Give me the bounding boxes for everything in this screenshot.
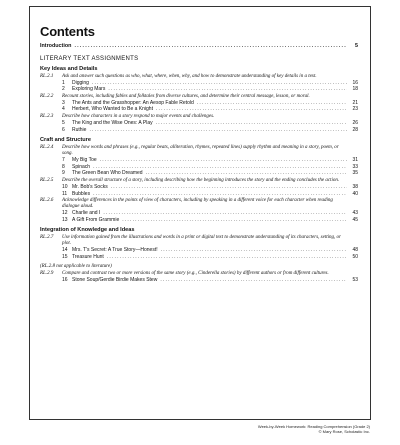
toc-entry[interactable] — [40, 191, 358, 198]
standard-code: RL.2.4 — [40, 145, 54, 151]
dot-leader — [156, 120, 347, 127]
entry-number: 12 — [62, 210, 68, 217]
entry-number: 2 — [62, 86, 65, 93]
toc-entry[interactable] — [40, 106, 358, 113]
entry-title: Ruthie — [72, 126, 87, 133]
standard-code: RL.2.5 — [40, 177, 54, 183]
standard-description: Describe how characters in a story respond to major events and challenges. — [62, 113, 215, 119]
entry-page: 21 — [352, 99, 358, 106]
entry-number: 8 — [62, 163, 65, 170]
entry-page: 31 — [352, 157, 358, 164]
toc-entry[interactable] — [40, 86, 358, 93]
standard — [40, 198, 358, 210]
standard-description: Recount stories, including fables and folktales from diverse cultures, and determine their central message, lesson, or moral. — [62, 93, 310, 99]
entry-number: 13 — [62, 216, 68, 223]
section-note: (RL.2.8 not applicable to literature) — [40, 263, 112, 269]
entry-title: Herbert, Who Wanted to Be a Knight — [72, 106, 153, 113]
entry-number: 11 — [62, 190, 68, 197]
section-heading: Craft and Structure — [40, 137, 91, 144]
entry-title: The Green Bean Who Dreamed — [72, 170, 143, 177]
entry-title: Exploring Mars — [72, 86, 106, 93]
dot-leader — [107, 254, 347, 261]
standard-code: RL.2.9 — [40, 270, 54, 276]
toc-entry[interactable] — [40, 170, 358, 177]
toc-entry[interactable] — [40, 164, 358, 171]
contents-page — [40, 10, 358, 283]
dot-leader — [100, 157, 347, 164]
entry-number: 10 — [62, 183, 68, 190]
entry-page: 43 — [352, 210, 358, 217]
standard-description: Describe the overall structure of a story, including describing how the beginning introduces the story and the ending concludes the action. — [62, 177, 340, 183]
toc-entry[interactable] — [40, 184, 358, 191]
toc-entry[interactable] — [40, 157, 358, 164]
toc-entry[interactable] — [40, 80, 358, 87]
entry-page: 40 — [352, 190, 358, 197]
entry-title: Bubbles — [72, 190, 91, 197]
toc-entry[interactable] — [40, 247, 358, 254]
entry-number: 7 — [62, 157, 65, 164]
standard-description: Acknowledge differences in the points of view of characters, including by speaking in a different voice for each character when reading dialogue aloud. — [62, 198, 333, 210]
entry-number: 15 — [62, 253, 68, 260]
standard-code: RL.2.6 — [40, 198, 54, 204]
entry-page: 50 — [352, 253, 358, 260]
entry-title: Digging — [72, 79, 89, 86]
standard — [40, 235, 358, 247]
toc-entry[interactable] — [40, 277, 358, 284]
entry-title: Mr. Bob's Socks — [72, 183, 108, 190]
entry-title: Spinach — [72, 163, 91, 170]
toc-sections — [40, 66, 358, 284]
toc-introduction[interactable] — [40, 43, 358, 50]
dot-leader — [122, 217, 347, 224]
dot-leader — [93, 191, 347, 198]
standard — [40, 145, 358, 157]
assignments-heading: LITERARY TEXT ASSIGNMENTS — [40, 55, 139, 62]
entry-number: 9 — [62, 170, 65, 177]
entry-title: Mrs. T's Secret: A True Story—Honest! — [72, 247, 158, 254]
toc-entry[interactable] — [40, 100, 358, 107]
dot-leader — [103, 210, 347, 217]
entry-page: 16 — [352, 79, 358, 86]
toc-entry[interactable] — [40, 254, 358, 261]
entry-page: 48 — [352, 247, 358, 254]
entry-title: Stone Soup/Gerdie Birdie Makes Stew — [72, 276, 158, 283]
standard-description: Compare and contrast two or more versions of the same story (e.g., Cinderella stories) by different authors or from different cultures. — [62, 270, 329, 276]
footer-copyright: © Mary Rose, Scholastic Inc. — [318, 429, 370, 434]
dot-leader — [160, 277, 347, 284]
dot-leader — [197, 100, 347, 107]
entry-number: 14 — [62, 247, 68, 254]
toc-entry[interactable] — [40, 210, 358, 217]
footer-book-title: Week-by-Week Homework: Reading Comprehension (Grade 2) — [257, 424, 370, 429]
dot-leader — [89, 127, 347, 134]
standard-code: RL.2.3 — [40, 113, 54, 119]
page-title: Contents — [40, 24, 95, 39]
dot-leader — [146, 170, 347, 177]
section-heading: Integration of Knowledge and Ideas — [40, 227, 135, 234]
toc-entry[interactable] — [40, 120, 358, 127]
entry-page: 26 — [352, 119, 358, 126]
entry-page: 18 — [352, 86, 358, 93]
standard-code: RL.2.7 — [40, 235, 54, 241]
entry-page: 53 — [352, 276, 358, 283]
dot-leader — [111, 184, 347, 191]
entry-number: 16 — [62, 276, 68, 283]
standard-description: Describe how words and phrases (e.g., regular beats, alliteration, rhymes, repeated lines) supply rhythm and meaning in a story, poem, or song. — [62, 145, 339, 157]
entry-title: The Ants and the Grasshopper: An Aesop Fable Retold — [72, 99, 194, 106]
standard-description: Use information gained from the illustrations and words in a print or digital text to demonstrate understanding of its characters, setting, or plot. — [62, 235, 341, 247]
standard-code: RL.2.1 — [40, 73, 54, 79]
introduction-page: 5 — [355, 43, 358, 49]
section-heading: Key Ideas and Details — [40, 65, 98, 72]
entry-page: 35 — [352, 170, 358, 177]
entry-number: 4 — [62, 106, 65, 113]
entry-title: Charlie and I — [72, 210, 101, 217]
dot-leader — [156, 106, 347, 113]
entry-number: 3 — [62, 99, 65, 106]
dot-leader — [161, 247, 347, 254]
entry-page: 45 — [352, 216, 358, 223]
entry-number: 5 — [62, 119, 65, 126]
entry-page: 28 — [352, 126, 358, 133]
dot-leader — [93, 164, 347, 171]
introduction-label: Introduction — [40, 43, 72, 49]
entry-page: 33 — [352, 163, 358, 170]
dot-leader — [92, 80, 347, 87]
toc-entry[interactable] — [40, 217, 358, 224]
entry-number: 6 — [62, 126, 65, 133]
dot-leader — [108, 86, 347, 93]
entry-title: A Gift From Grammie — [72, 216, 120, 223]
entry-page: 23 — [352, 106, 358, 113]
entry-title: Treasure Hunt — [72, 253, 104, 260]
page-footer — [258, 424, 370, 434]
toc-entry[interactable] — [40, 127, 358, 134]
dot-leader — [74, 43, 347, 50]
standard-code: RL.2.2 — [40, 93, 54, 99]
entry-page: 38 — [352, 183, 358, 190]
entry-number: 1 — [62, 79, 65, 86]
entry-title: My Big Toe — [72, 157, 97, 164]
standard-description: Ask and answer such questions as who, what, where, when, why, and how to demonstrate understanding of key details in a text. — [62, 73, 317, 79]
entry-title: The King and the Wise Ones: A Play — [72, 119, 153, 126]
